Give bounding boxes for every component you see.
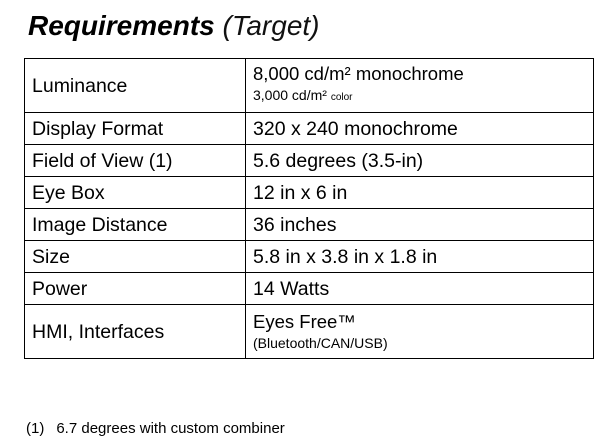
row-label: Luminance <box>25 59 246 113</box>
luminance-color <box>253 85 593 108</box>
title-main: Requirements <box>28 10 215 41</box>
row-label: Size <box>25 241 246 273</box>
row-label: HMI, Interfaces <box>25 305 246 359</box>
title-suffix: (Target) <box>222 10 320 41</box>
requirements-table <box>24 58 594 359</box>
footnote <box>26 419 285 439</box>
table-row-power <box>25 273 594 305</box>
row-label: Power <box>25 273 246 305</box>
row-value: 320 x 240 monochrome <box>246 113 594 145</box>
luminance-color-suffix: color <box>330 92 353 103</box>
table-row-size <box>25 241 594 273</box>
row-label: Eye Box <box>25 177 246 209</box>
row-label: Field of View (1) <box>25 145 246 177</box>
page-title <box>28 8 320 44</box>
table-row-luminance <box>25 59 594 113</box>
row-value: 14 Watts <box>246 273 594 305</box>
row-label: Display Format <box>25 113 246 145</box>
hmi-interfaces: (Bluetooth/CAN/USB) <box>253 334 388 351</box>
row-value: 12 in x 6 in <box>246 177 594 209</box>
luminance-color-value: 3,000 cd/m² <box>253 87 327 103</box>
row-value: 36 inches <box>246 209 594 241</box>
row-label: Image Distance <box>25 209 246 241</box>
footnote-text: 6.7 degrees with custom combiner <box>56 420 285 437</box>
row-value: 5.6 degrees (3.5-in) <box>246 145 594 177</box>
footnote-marker: (1) <box>26 420 45 437</box>
luminance-monochrome: 8,000 cd/m² monochrome <box>253 63 464 84</box>
table-row-hmi-interfaces <box>25 305 594 359</box>
row-value <box>246 59 594 113</box>
row-value <box>246 305 594 359</box>
table-row-image-distance <box>25 209 594 241</box>
row-value: 5.8 in x 3.8 in x 1.8 in <box>246 241 594 273</box>
table-row-field-of-view <box>25 145 594 177</box>
table-row-eye-box <box>25 177 594 209</box>
table-row-display-format <box>25 113 594 145</box>
hmi-eyes-free: Eyes Free™ <box>253 310 356 332</box>
